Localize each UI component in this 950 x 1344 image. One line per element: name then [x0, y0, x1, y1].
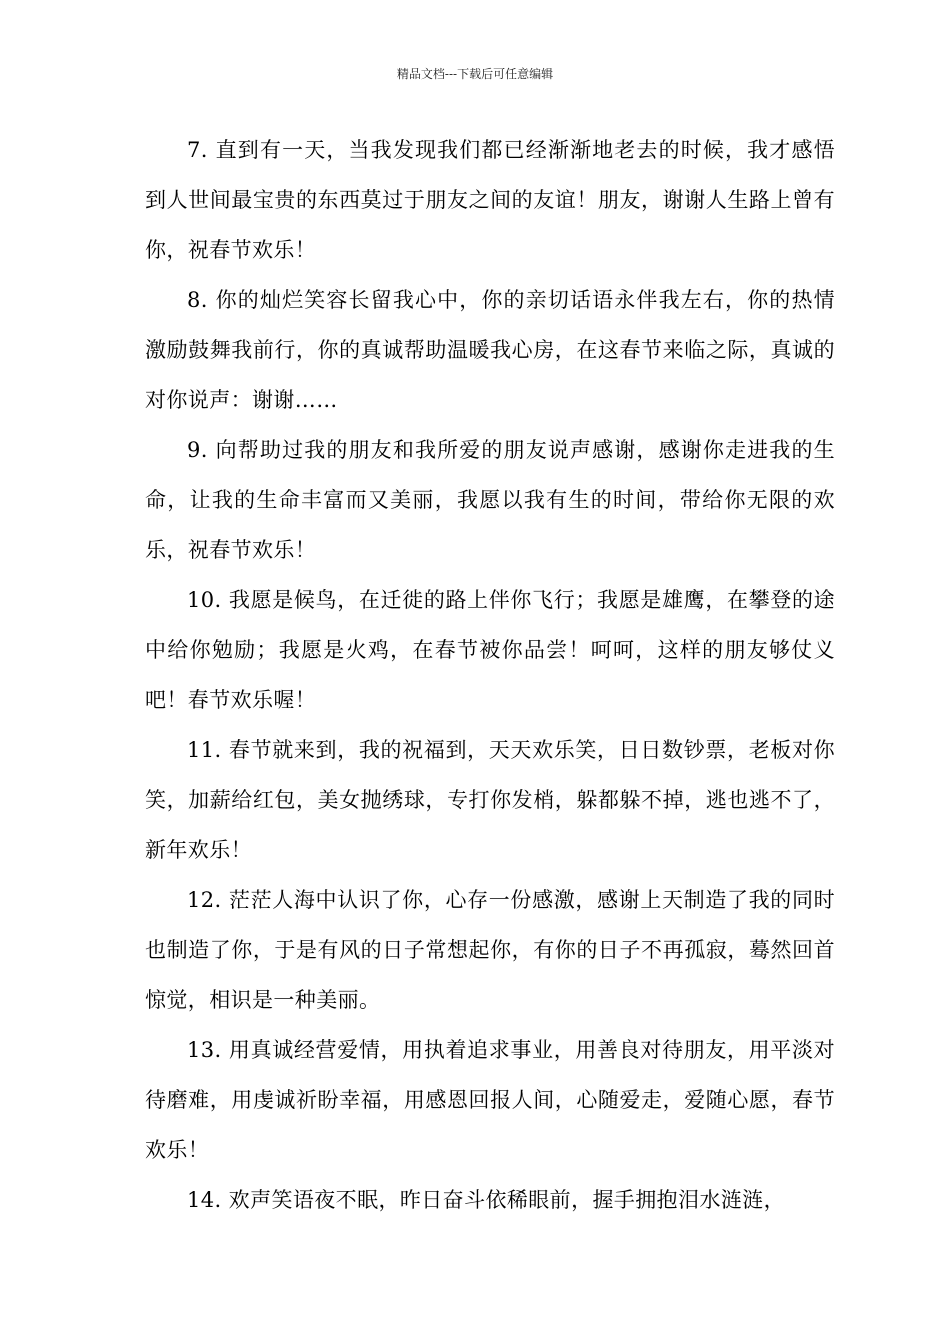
- paragraph-13: 13. 用真诚经营爱情，用执着追求事业，用善良对待朋友，用平淡对待磨难，用虔诚祈盼幸福，用感恩回报人间，心随爱走，爱随心愿，春节欢乐！: [145, 1038, 835, 1162]
- page-header: 精品文档---下载后可任意编辑: [396, 67, 554, 81]
- paragraph-14: 14. 欢声笑语夜不眠，昨日奋斗依稀眼前，握手拥抱泪水涟涟，: [187, 1188, 786, 1212]
- paragraph-10: 10. 我愿是候鸟，在迁徙的路上伴你飞行；我愿是雄鹰，在攀登的途中给你勉励；我愿是火鸡，在春节被你品尝！呵呵，这样的朋友够仗义吧！春节欢乐喔！: [145, 588, 835, 712]
- paragraph-8: 8. 你的灿烂笑容长留我心中，你的亲切话语永伴我左右，你的热情激励鼓舞我前行，你的真诚帮助温暖我心房，在这春节来临之际，真诚的对你说声：谢谢……: [145, 288, 835, 412]
- paragraph-7: 7. 直到有一天，当我发现我们都已经渐渐地老去的时候，我才感悟到人世间最宝贵的东西莫过于朋友之间的友谊！朋友，谢谢人生路上曾有你，祝春节欢乐！: [145, 138, 835, 262]
- paragraph-12: 12. 茫茫人海中认识了你，心存一份感激，感谢上天制造了我的同时也制造了你，于是有风的日子常想起你，有你的日子不再孤寂，蓦然回首惊觉，相识是一种美丽。: [145, 888, 835, 1012]
- document-body: [145, 125, 835, 1225]
- paragraph-11: 11. 春节就来到，我的祝福到，天天欢乐笑，日日数钞票，老板对你笑，加薪给红包，美女抛绣球，专打你发梢，躲都躲不掉，逃也逃不了，新年欢乐！: [145, 738, 835, 862]
- paragraph-9: 9. 向帮助过我的朋友和我所爱的朋友说声感谢，感谢你走进我的生命，让我的生命丰富而又美丽，我愿以我有生的时间，带给你无限的欢乐，祝春节欢乐！: [145, 438, 835, 562]
